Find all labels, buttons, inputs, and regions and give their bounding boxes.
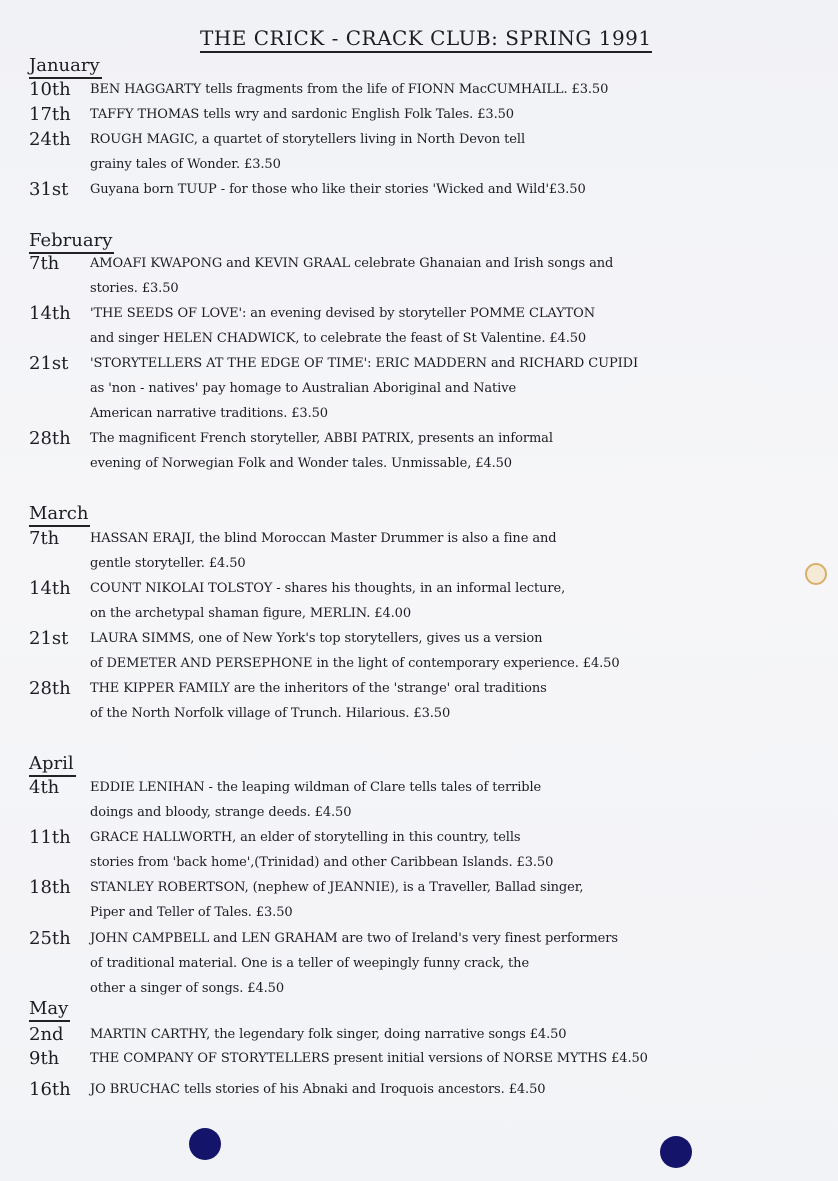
event-line: doings and bloody, strange deeds. £4.50 — [90, 805, 352, 820]
event-line: HASSAN ERAJI, the blind Moroccan Master Drummer is also a fine and — [90, 531, 557, 546]
event-line: AMOAFI KWAPONG and KEVIN GRAAL celebrate Ghanaian and Irish songs and — [90, 256, 614, 271]
event-line: Guyana born TUUP - for those who like their stories 'Wicked and Wild'£3.50 — [90, 182, 586, 197]
event-line: BEN HAGGARTY tells fragments from the life of FIONN MacCUMHAILL. £3.50 — [90, 82, 609, 97]
event-description — [90, 526, 830, 576]
event-line: gentle storyteller. £4.50 — [90, 556, 246, 571]
event-description — [90, 926, 830, 1001]
month-heading-january: January — [29, 55, 102, 79]
event-description — [90, 576, 830, 626]
event-description — [90, 676, 830, 726]
event-description — [90, 351, 830, 426]
event-date: 31st — [29, 179, 69, 200]
month-heading-march: March — [29, 503, 90, 527]
event-date: 21st — [29, 628, 69, 649]
event-line: ROUGH MAGIC, a quartet of storytellers living in North Devon tell — [90, 132, 526, 147]
event-line: LAURA SIMMS, one of New York's top storytellers, gives us a version — [90, 631, 543, 646]
event-description — [90, 102, 830, 127]
event-line: and singer HELEN CHADWICK, to celebrate the feast of St Valentine. £4.50 — [90, 331, 587, 346]
event-date: 7th — [29, 253, 60, 274]
event-line: of traditional material. One is a teller of weepingly funny crack, the — [90, 956, 530, 971]
event-description — [90, 875, 830, 925]
event-line: THE COMPANY OF STORYTELLERS present initial versions of NORSE MYTHS £4.50 — [90, 1051, 648, 1066]
event-line: stories from 'back home',(Trinidad) and other Caribbean Islands. £3.50 — [90, 855, 554, 870]
event-line: THE KIPPER FAMILY are the inheritors of the 'strange' oral traditions — [90, 681, 547, 696]
event-date: 9th — [29, 1048, 60, 1069]
event-line: TAFFY THOMAS tells wry and sardonic English Folk Tales. £3.50 — [90, 107, 514, 122]
event-description — [90, 77, 830, 102]
event-line: American narrative traditions. £3.50 — [90, 406, 328, 421]
page-title: THE CRICK - CRACK CLUB: SPRING 1991 — [200, 26, 652, 53]
event-line: on the archetypal shaman figure, MERLIN. £4.00 — [90, 606, 411, 621]
event-description — [90, 251, 830, 301]
event-description — [90, 775, 830, 825]
event-date: 21st — [29, 353, 69, 374]
event-line: grainy tales of Wonder. £3.50 — [90, 157, 281, 172]
event-date: 14th — [29, 303, 71, 324]
event-line: of DEMETER AND PERSEPHONE in the light of contemporary experience. £4.50 — [90, 656, 620, 671]
event-line: COUNT NIKOLAI TOLSTOY - shares his thoughts, in an informal lecture, — [90, 581, 566, 596]
event-line: JOHN CAMPBELL and LEN GRAHAM are two of Ireland's very finest performers — [90, 931, 618, 946]
event-description — [90, 127, 830, 177]
event-date: 18th — [29, 877, 71, 898]
event-description — [90, 626, 830, 676]
event-description — [90, 1022, 830, 1047]
event-line: STANLEY ROBERTSON, (nephew of JEANNIE), is a Traveller, Ballad singer, — [90, 880, 584, 895]
event-line: other a singer of songs. £4.50 — [90, 981, 285, 996]
month-heading-february: February — [29, 230, 114, 254]
month-heading-may: May — [29, 998, 70, 1022]
event-line: GRACE HALLWORTH, an elder of storytelling in this country, tells — [90, 830, 521, 845]
event-description — [90, 177, 830, 202]
event-line: MARTIN CARTHY, the legendary folk singer, doing narrative songs £4.50 — [90, 1027, 567, 1042]
punch-ring-mark — [805, 563, 827, 585]
binder-hole-left — [189, 1128, 221, 1160]
event-line: stories. £3.50 — [90, 281, 179, 296]
event-line: of the North Norfolk village of Trunch. Hilarious. £3.50 — [90, 706, 451, 721]
event-line: 'STORYTELLERS AT THE EDGE OF TIME': ERIC MADDERN and RICHARD CUPIDI — [90, 356, 639, 371]
event-date: 28th — [29, 428, 71, 449]
binder-hole-right — [660, 1136, 692, 1168]
event-description — [90, 426, 830, 476]
event-line: Piper and Teller of Tales. £3.50 — [90, 905, 293, 920]
event-line: The magnificent French storyteller, ABBI PATRIX, presents an informal — [90, 431, 553, 446]
month-heading-april: April — [29, 753, 76, 777]
event-date: 16th — [29, 1079, 71, 1100]
event-date: 25th — [29, 928, 71, 949]
event-date: 17th — [29, 104, 71, 125]
event-description — [90, 1046, 830, 1071]
event-date: 28th — [29, 678, 71, 699]
event-description — [90, 825, 830, 875]
event-date: 2nd — [29, 1024, 64, 1045]
event-description — [90, 301, 830, 351]
event-line: as 'non - natives' pay homage to Australian Aboriginal and Native — [90, 381, 517, 396]
event-line: JO BRUCHAC tells stories of his Abnaki and Iroquois ancestors. £4.50 — [90, 1082, 546, 1097]
event-date: 10th — [29, 79, 71, 100]
event-date: 24th — [29, 129, 71, 150]
event-line: EDDIE LENIHAN - the leaping wildman of Clare tells tales of terrible — [90, 780, 542, 795]
event-date: 14th — [29, 578, 71, 599]
event-line: evening of Norwegian Folk and Wonder tales. Unmissable, £4.50 — [90, 456, 512, 471]
event-date: 11th — [29, 827, 71, 848]
event-description — [90, 1077, 830, 1102]
event-line: 'THE SEEDS OF LOVE': an evening devised by storyteller POMME CLAYTON — [90, 306, 595, 321]
event-date: 7th — [29, 528, 60, 549]
event-date: 4th — [29, 777, 60, 798]
